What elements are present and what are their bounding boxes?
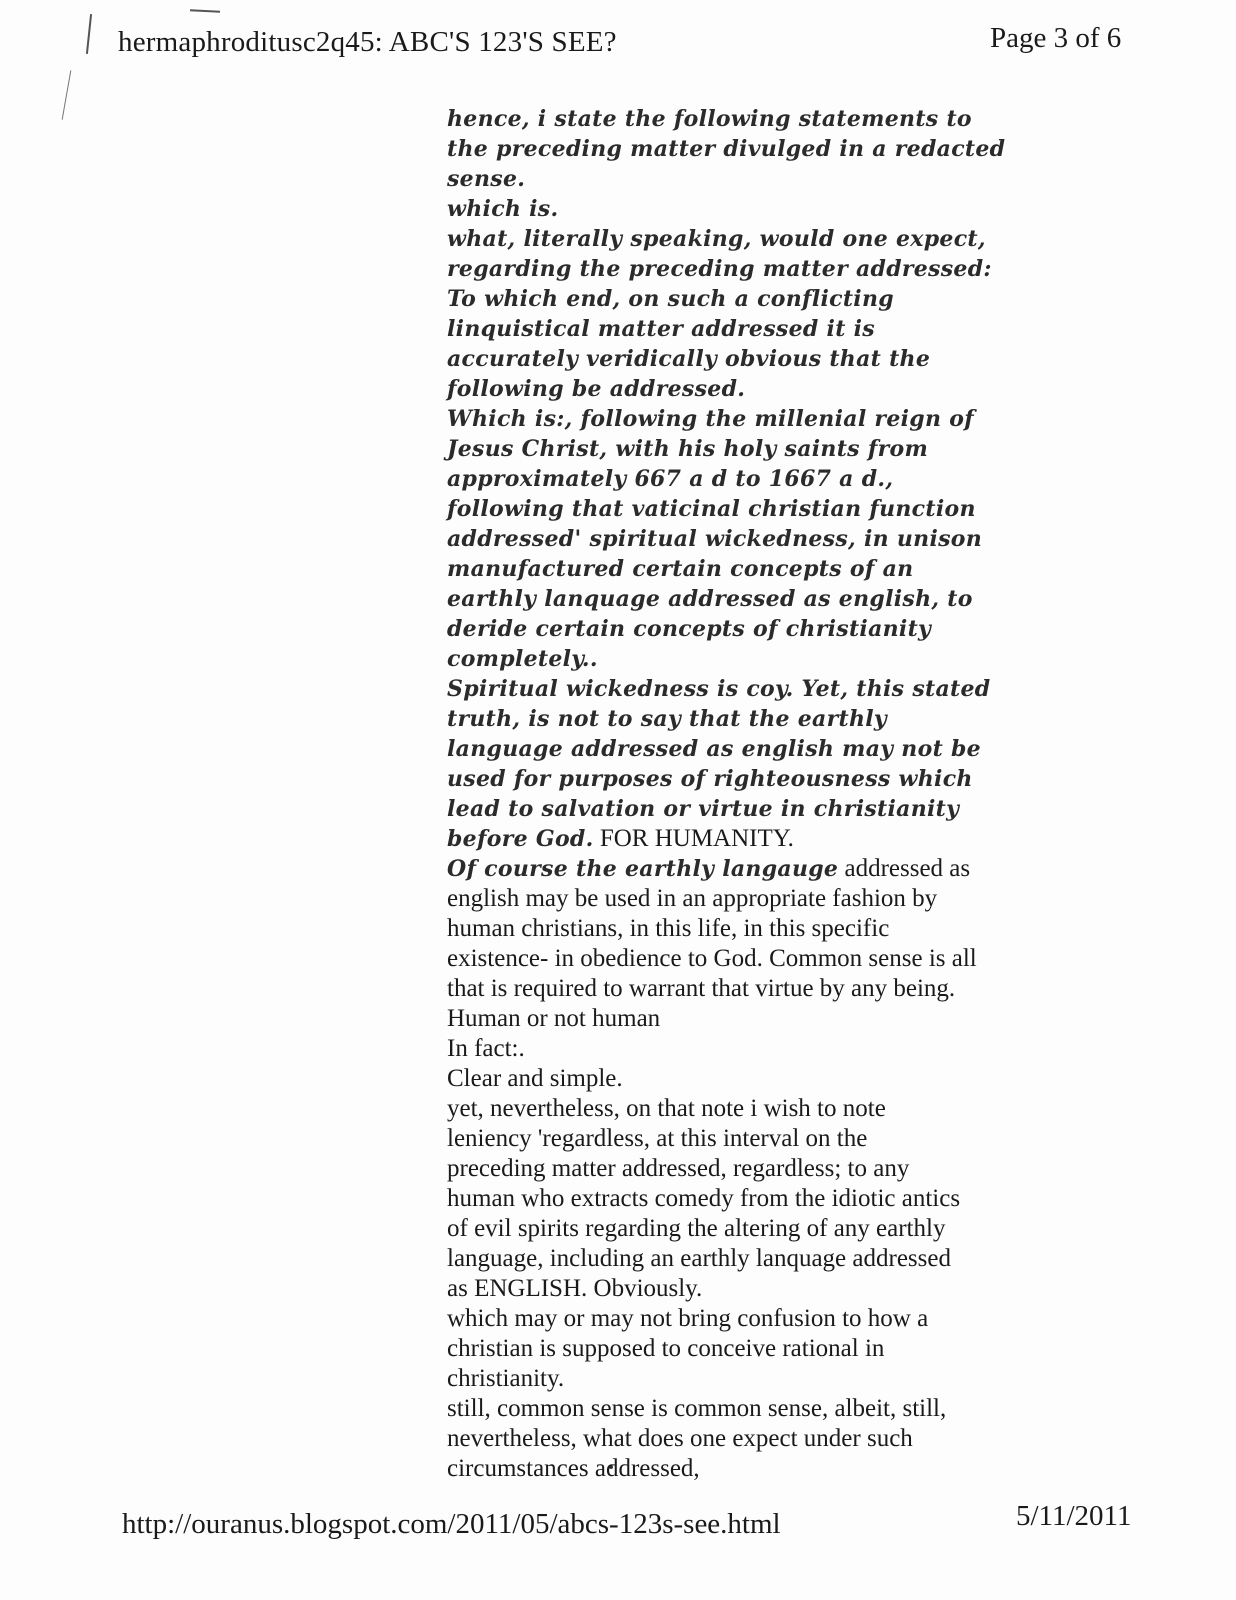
page-number-indicator: Page 3 of 6 xyxy=(990,22,1122,54)
italic-text-line: Spiritual wickedness is coy. Yet, this stated xyxy=(447,676,991,702)
italic-text-line: language addressed as english may not be xyxy=(447,736,981,762)
roman-text-line: preceding matter addressed, regardless; to any xyxy=(447,1155,910,1182)
italic-text-line: completely.. xyxy=(447,646,598,672)
roman-text-line: leniency 'regardless, at this interval on the xyxy=(447,1125,868,1152)
italic-text-line: following be addressed. xyxy=(447,376,746,402)
italic-text-line: To which end, on such a conflicting xyxy=(447,286,894,312)
italic-text-line: what, literally speaking, would one expect, xyxy=(447,226,986,252)
italic-text-line: following that vaticinal christian function xyxy=(447,496,976,522)
mixed-line-before-god xyxy=(447,824,1107,854)
italic-text-line: regarding the preceding matter addressed: xyxy=(447,256,992,282)
italic-text-line: accurately veridically obvious that the xyxy=(447,346,931,372)
roman-text-line: language, including an earthly lanquage addressed xyxy=(447,1245,951,1272)
italic-text-line: Which is:, following the millenial reign of xyxy=(447,406,974,432)
roman-text-line: existence- in obedience to God. Common sense is all xyxy=(447,945,977,972)
roman-text-line: of evil spirits regarding the altering of any earthly xyxy=(447,1215,946,1242)
italic-text-line: deride certain concepts of christianity xyxy=(447,616,932,642)
roman-text-line: which may or may not bring confusion to how a xyxy=(447,1305,929,1332)
text-roman: FOR HUMANITY. xyxy=(593,825,794,852)
italic-text-line: which is. xyxy=(447,196,559,222)
roman-text-line: christian is supposed to conceive rational in xyxy=(447,1335,885,1362)
italic-text-line: sense. xyxy=(447,166,526,192)
roman-text-line: as ENGLISH. Obviously. xyxy=(447,1275,703,1302)
italic-text-line: used for purposes of righteousness which xyxy=(447,766,973,792)
roman-text-line: human christians, in this life, in this specific xyxy=(447,915,890,942)
italic-text-line: truth, is not to say that the earthly xyxy=(447,706,887,732)
roman-paragraph-block xyxy=(447,884,1107,1484)
italic-text-line: the preceding matter divulged in a redacted xyxy=(447,136,1006,162)
italic-text-line: approximately 667 a d to 1667 a d., xyxy=(447,466,894,492)
italic-text-line: Jesus Christ, with his holy saints from xyxy=(447,436,929,462)
italic-text-line: earthly lanquage addressed as english, to xyxy=(447,586,973,612)
roman-text-line: Human or not human xyxy=(447,1005,661,1032)
footer-date: 5/11/2011 xyxy=(1016,1500,1132,1532)
footer-url: http://ouranus.blogspot.com/2011/05/abcs-123s-see.html xyxy=(122,1508,781,1540)
italic-text-line: addressed' spiritual wickedness, in unison xyxy=(447,526,983,552)
text-roman: addressed as xyxy=(838,855,971,882)
page-header-title: hermaphroditusc2q45: ABC'S 123'S SEE? xyxy=(118,26,617,58)
roman-text-line: still, common sense is common sense, albeit, still, xyxy=(447,1395,947,1422)
roman-text-line: Clear and simple. xyxy=(447,1065,623,1092)
scan-mark-left xyxy=(86,14,92,54)
roman-text-line: nevertheless, what does one expect under such xyxy=(447,1425,913,1452)
italic-text-line: manufactured certain concepts of an xyxy=(447,556,914,582)
roman-text-line: that is required to warrant that virtue by any being. xyxy=(447,975,956,1002)
text-italic: Of course the earthly langauge xyxy=(447,856,839,882)
italic-text-line: linquistical matter addressed it is xyxy=(447,316,875,342)
article-body xyxy=(447,104,1107,1484)
italic-text-line: lead to salvation or virtue in christianity xyxy=(447,796,960,822)
roman-text-line: english may be used in an appropriate fashion by xyxy=(447,885,938,912)
roman-text-line: circumstances addressed, xyxy=(447,1455,700,1482)
text-italic: before God. xyxy=(447,826,594,852)
roman-text-line: human who extracts comedy from the idiotic antics xyxy=(447,1185,961,1212)
scan-mark-left-lower xyxy=(62,70,72,119)
scan-mark-top xyxy=(190,9,220,13)
roman-text-line: christianity. xyxy=(447,1365,565,1392)
italic-text-line: hence, i state the following statements to xyxy=(447,106,972,132)
italic-paragraph-block xyxy=(447,104,1107,824)
mixed-line-of-course xyxy=(447,854,1107,884)
roman-text-line: In fact:. xyxy=(447,1035,525,1062)
roman-text-line: yet, nevertheless, on that note i wish to note xyxy=(447,1095,886,1122)
